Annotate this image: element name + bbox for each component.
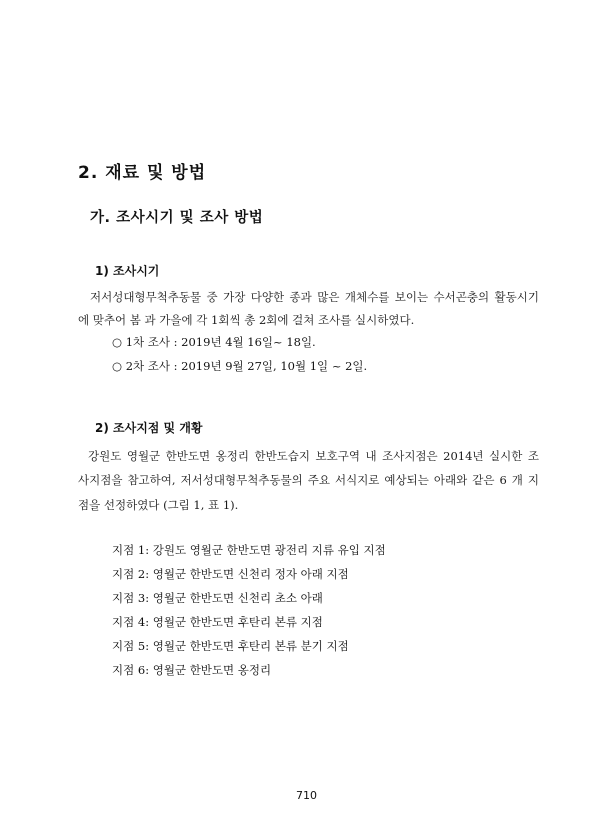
site-item: 지점 6: 영월군 한반도면 옹정리 (112, 663, 272, 677)
site-item: 지점 4: 영월군 한반도면 후탄리 본류 지점 (112, 615, 323, 629)
paragraph-line: 강원도 영월군 한반도면 옹정리 한반도습지 보호구역 내 조사지점은 2014년 실시한 조 (88, 449, 539, 463)
section-heading: 2. 재료 및 방법 (78, 163, 207, 183)
site-item: 지점 2: 영월군 한반도면 신천리 정자 아래 지점 (112, 567, 349, 581)
site-item: 지점 5: 영월군 한반도면 후탄리 본류 분기 지점 (112, 639, 349, 653)
paragraph-line: 점을 선정하였다 (그림 1, 표 1). (78, 498, 239, 512)
survey-round-item: ○ 2차 조사 : 2019년 9월 27일, 10월 1일 ~ 2일. (112, 359, 368, 373)
site-item: 지점 3: 영월군 한반도면 신천리 초소 아래 (112, 591, 323, 605)
paragraph-line: 저서성대형무척추동물 중 가장 다양한 종과 많은 개체수를 보이는 수서곤충의 활동시기 (90, 290, 539, 304)
survey-period-heading: 1) 조사시기 (95, 264, 160, 278)
survey-round-item: ○ 1차 조사 : 2019년 4월 16일~ 18일. (112, 335, 316, 349)
site-item: 지점 1: 강원도 영월군 한반도면 광전리 지류 유입 지점 (112, 543, 386, 557)
paragraph-line: 사지점을 참고하여, 저서성대형무척추동물의 주요 서식지로 예상되는 아래와 같은 6 개 지 (78, 473, 539, 487)
page-number: 710 (296, 789, 317, 802)
survey-sites-heading: 2) 조사지점 및 개황 (95, 421, 203, 435)
paragraph-line: 에 맞추어 봄 과 가을에 각 1회씩 총 2회에 걸쳐 조사를 실시하였다. (78, 313, 415, 327)
subsection-heading: 가. 조사시기 및 조사 방법 (90, 210, 264, 226)
